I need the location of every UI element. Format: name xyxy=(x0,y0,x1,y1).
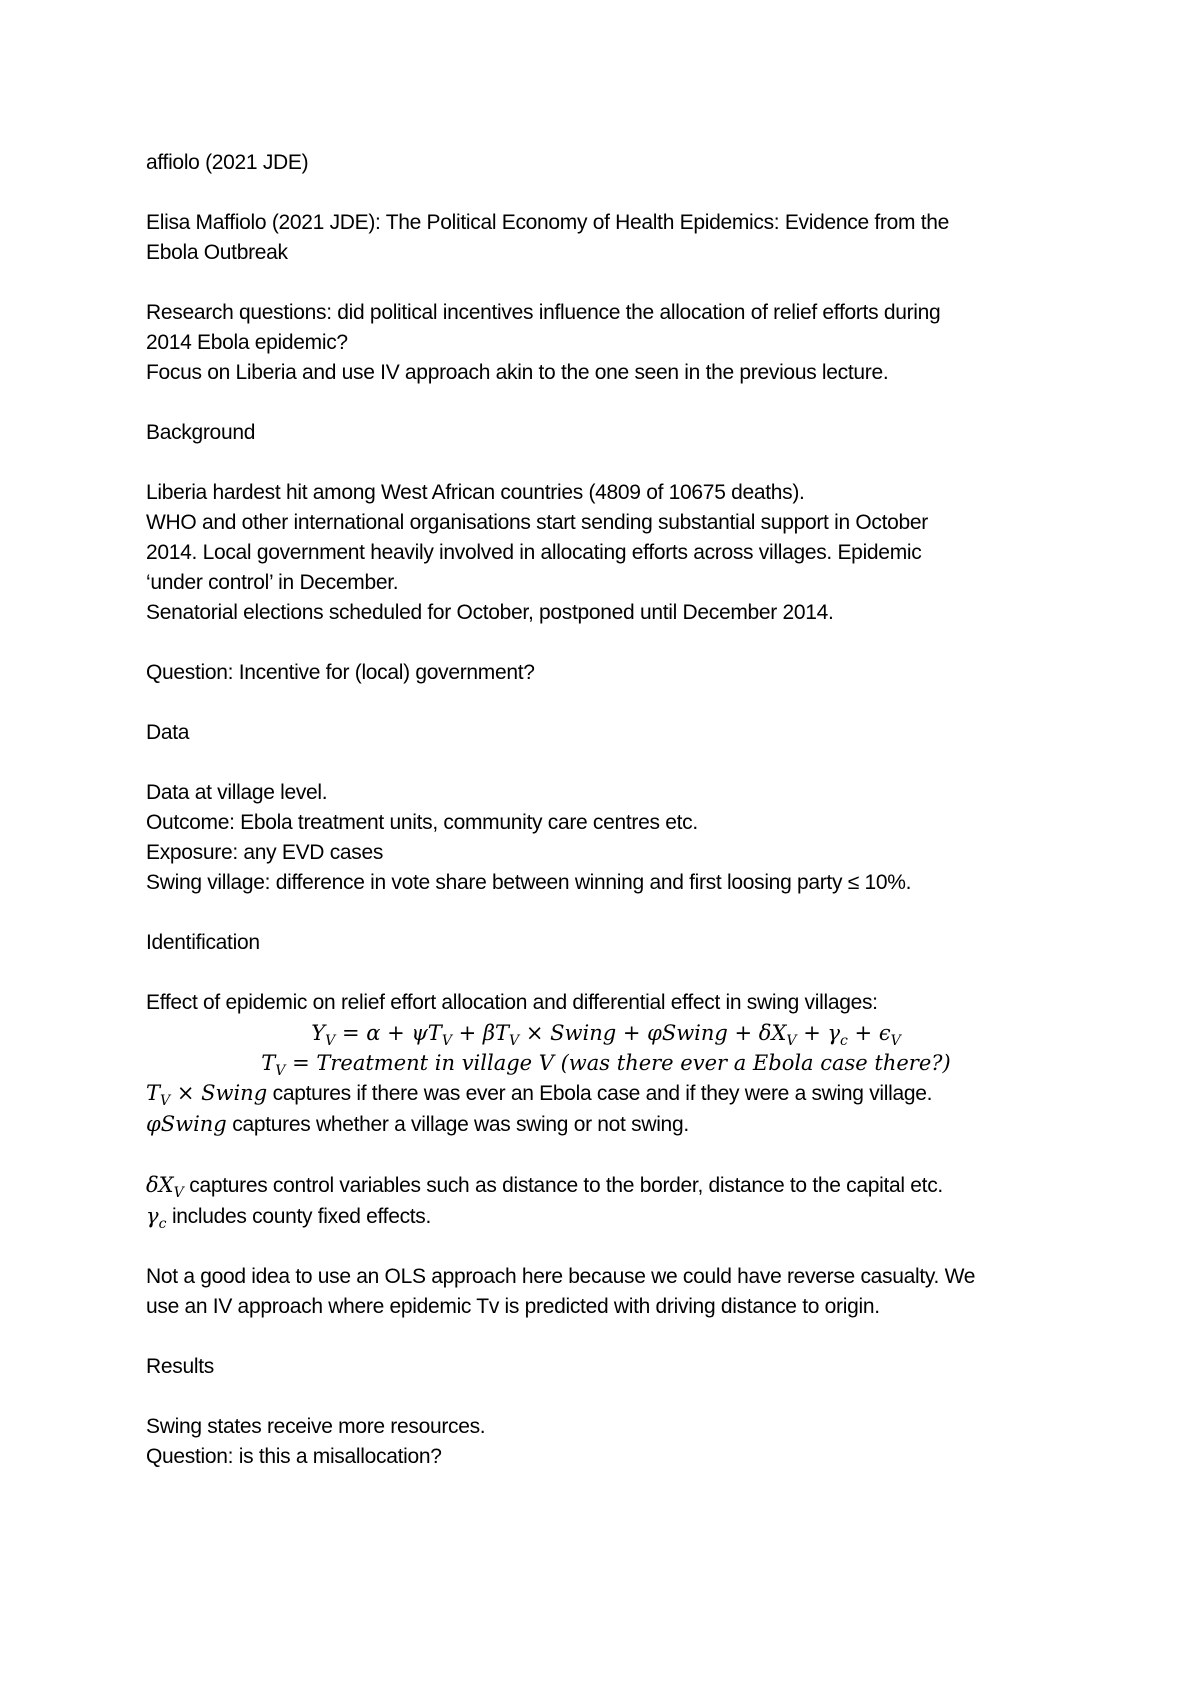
interaction-term: $T_V$ × Swing xyxy=(146,1081,268,1110)
interaction-term-line xyxy=(146,1078,1066,1109)
data-line-2: Outcome: Ebola treatment units, community care centres etc. xyxy=(146,811,698,834)
results-line-1: Swing states receive more resources. xyxy=(146,1415,486,1438)
research-question-line-1: Research questions: did political incentives influence the allocation of relief efforts during xyxy=(146,301,941,324)
document-body xyxy=(146,148,1066,1472)
controls-term-desc: captures control variables such as distance to the border, distance to the capital etc. xyxy=(183,1174,943,1197)
controls-term-line xyxy=(146,1170,1066,1201)
ols-line-1: Not a good idea to use an OLS approach here because we could have reverse casualty. We xyxy=(146,1265,976,1288)
background-line-2: WHO and other international organisations start sending substantial support in October xyxy=(146,511,928,534)
ols-line-2: use an IV approach where epidemic Tv is predicted with driving distance to origin. xyxy=(146,1295,880,1318)
fixed-effects-line xyxy=(146,1201,1066,1232)
identification-heading: Identification xyxy=(146,931,260,954)
background-line-4: ‘under control’ in December. xyxy=(146,571,399,594)
paper-title-line-2: Ebola Outbreak xyxy=(146,241,288,264)
fixed-effects-desc: includes county fixed effects. xyxy=(166,1205,432,1228)
data-line-3: Exposure: any EVD cases xyxy=(146,841,384,864)
doc-header: affiolo (2021 JDE) xyxy=(146,151,309,174)
background-line-3: 2014. Local government heavily involved in allocating efforts across villages. Epidemic xyxy=(146,541,922,564)
paper-title-line-1: Elisa Maffiolo (2021 JDE): The Political Economy of Health Epidemics: Evidence from the xyxy=(146,211,950,234)
swing-term: φSwing xyxy=(146,1112,227,1136)
data-line-4: Swing village: difference in vote share between winning and first loosing party ≤ 10%. xyxy=(146,871,912,894)
results-heading: Results xyxy=(146,1355,214,1378)
incentive-question: Question: Incentive for (local) government? xyxy=(146,661,535,684)
swing-term-desc: captures whether a village was swing or not swing. xyxy=(226,1113,689,1136)
identification-intro: Effect of epidemic on relief effort allocation and differential effect in swing villages: xyxy=(146,991,878,1014)
results-line-2: Question: is this a misallocation? xyxy=(146,1445,442,1468)
fixed-effects-term: $\gamma_c$ xyxy=(146,1204,167,1233)
swing-term-line xyxy=(146,1109,1066,1140)
controls-term: $\delta X_V$ xyxy=(146,1173,184,1202)
data-heading: Data xyxy=(146,721,190,744)
regression-equation: $Y_V = \alpha + \psi T_V + \beta T_V$ × Swing + φSwing + $\delta X_V + \gamma_c + \epsilon_V$ xyxy=(311,1021,901,1050)
data-line-1: Data at village level. xyxy=(146,781,328,804)
research-question-line-2: 2014 Ebola epidemic? xyxy=(146,331,348,354)
background-line-5: Senatorial elections scheduled for October, postponed until December 2014. xyxy=(146,601,834,624)
research-question-line-3: Focus on Liberia and use IV approach akin to the one seen in the previous lecture. xyxy=(146,361,889,384)
interaction-term-desc: captures if there was ever an Ebola case and if they were a swing village. xyxy=(267,1082,933,1105)
background-line-1: Liberia hardest hit among West African countries (4809 of 10675 deaths). xyxy=(146,481,805,504)
treatment-definition: $T_V$ = Treatment in village V (was there ever a Ebola case there?) xyxy=(261,1051,951,1080)
background-heading: Background xyxy=(146,421,256,444)
